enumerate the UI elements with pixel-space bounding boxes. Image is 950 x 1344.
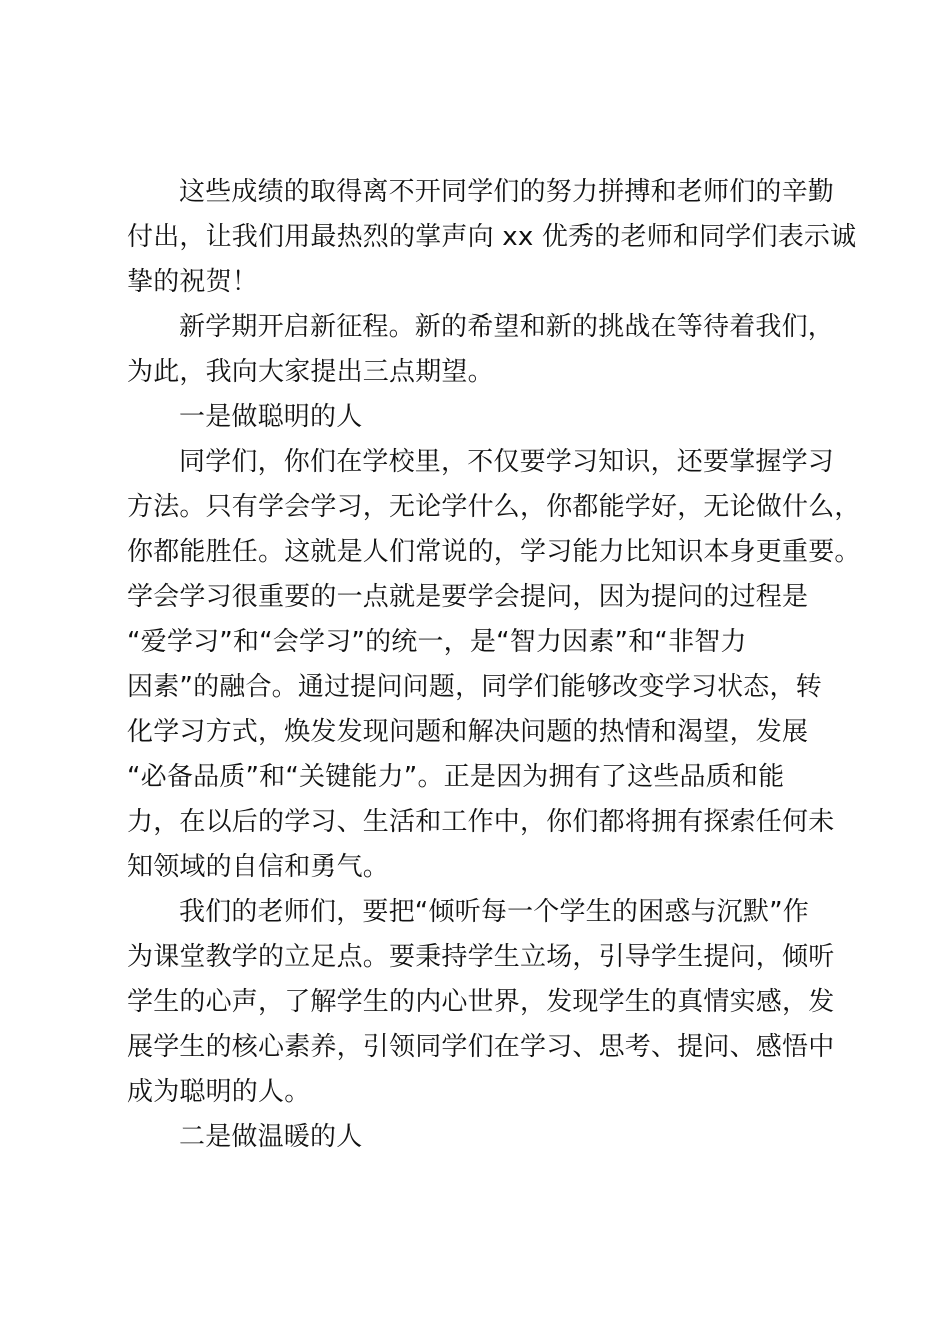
- text-line: 为此，我向大家提出三点期望。: [127, 357, 494, 387]
- text-line: “爱学习”和“会学习”的统一，是“智力因素”和“非智力: [127, 627, 747, 657]
- text-line: 付出，让我们用最热烈的掌声向 xx 优秀的老师和同学们表示诚: [127, 222, 857, 252]
- text-line: 展学生的核心素养，引领同学们在学习、思考、提问、感悟中: [127, 1032, 835, 1062]
- text-line: “必备品质”和“关键能力”。正是因为拥有了这些品质和能: [127, 762, 785, 792]
- text-line: 为课堂教学的立足点。要秉持学生立场，引导学生提问，倾听: [127, 942, 835, 972]
- text-line: 化学习方式，焕发发现问题和解决问题的热情和渴望，发展: [127, 717, 809, 747]
- text-line: 方法。只有学会学习，无论学什么，你都能学好，无论做什么，: [127, 492, 861, 522]
- text-line: 我们的老师们，要把“倾听每一个学生的困惑与沉默”作: [179, 897, 809, 927]
- text-line: 力，在以后的学习、生活和工作中，你们都将拥有探索任何未: [127, 807, 835, 837]
- text-line: 你都能胜任。这就是人们常说的，学习能力比知识本身更重要。: [127, 537, 861, 567]
- text-line: 因素”的融合。通过提问问题，同学们能够改变学习状态，转: [127, 672, 822, 702]
- section-heading: 一是做聪明的人: [179, 402, 363, 432]
- text-line: 学会学习很重要的一点就是要学会提问，因为提问的过程是: [127, 582, 809, 612]
- text-line: 学生的心声，了解学生的内心世界，发现学生的真情实感，发: [127, 987, 835, 1017]
- text-line: 知领域的自信和勇气。: [127, 852, 390, 882]
- text-line: 这些成绩的取得离不开同学们的努力拼搏和老师们的辛勤: [179, 177, 835, 207]
- section-heading: 二是做温暖的人: [179, 1122, 363, 1152]
- text-line: 成为聪明的人。: [127, 1077, 311, 1107]
- text-line: 同学们，你们在学校里，不仅要学习知识，还要掌握学习: [179, 447, 835, 477]
- text-line: 挚的祝贺！: [127, 267, 259, 297]
- text-line: 新学期开启新征程。新的希望和新的挑战在等待着我们，: [179, 312, 835, 342]
